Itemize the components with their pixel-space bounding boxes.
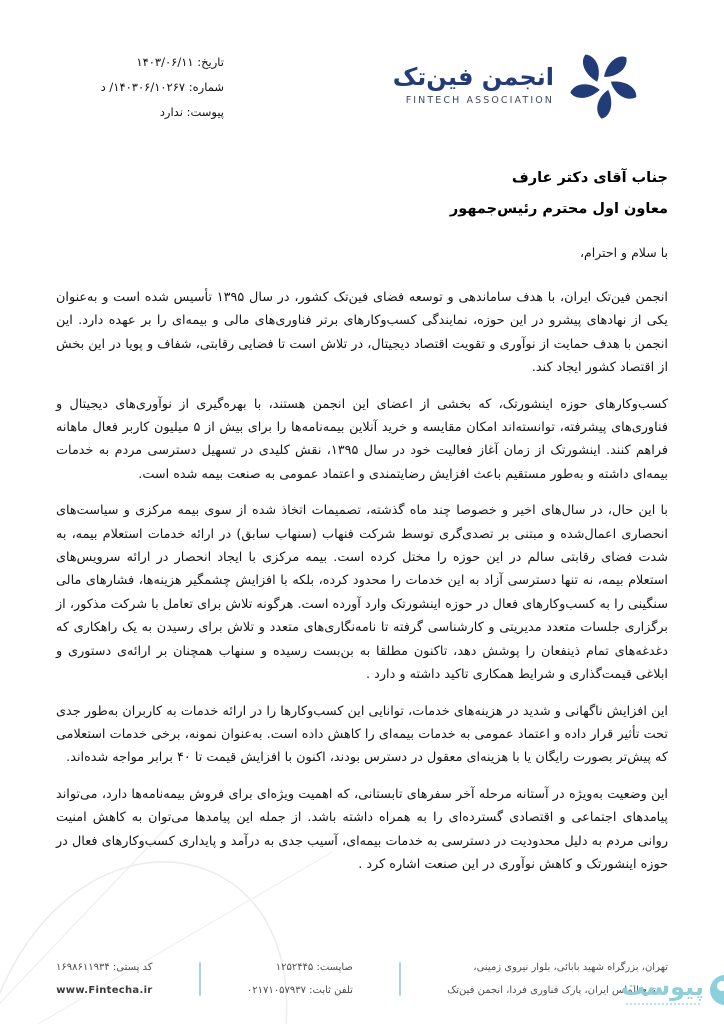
footer-address-line1: تهران، بزرگراه شهید بابائی، بلوار نیروی زمینی، <box>473 962 668 973</box>
peivast-circle-icon <box>710 975 724 1005</box>
footer-mailbox: صاپست: ۱۲۵۲۴۴۵ <box>275 962 353 973</box>
letter-meta-block <box>84 50 224 125</box>
footer-postal-code: کد پستی: ۱۶۹۸۶۱۱۹۳۴ <box>56 962 153 973</box>
footer-divider <box>199 962 201 996</box>
peivast-wordmark <box>621 974 704 1005</box>
logo-wordmark <box>393 62 554 106</box>
body-paragraph-4: این افزایش ناگهانی و شدید در هزینه‌های خدمات، توانایی این کسب‌وکارها را در ارائه خدمات به کاربران به‌طور جدی تحت تأثیر قرار داده و اعتماد عمومی به خدمات بیمه‌ای را کاهش داده است. به‌عنوان نمونه، برخی خدمات استعلامی که پیش‌تر بصورت رایگان یا با هزینه‌ای معقول در دسترس بودند، اکنون با افزایش قیمت تا ۴۰ برابر مواجه شده‌اند. <box>56 703 668 766</box>
date-field: تاریخ: ۱۴۰۳/۰۶/۱۱ <box>136 55 224 69</box>
logo-title-fa: انجمن فین‌تک <box>392 63 554 91</box>
footer-divider <box>399 962 401 996</box>
salutation: با سلام و احترام، <box>579 245 668 260</box>
peivast-text: پیوست <box>621 973 704 1001</box>
body-paragraph-5: این وضعیت به‌ویژه در آستانه مرحله آخر سفرهای تابستانی، که اهمیت ویژه‌ای برای فروش بیمه‌نامه‌ها دارد، می‌تواند پیامدهای اجتماعی و اقتصادی گسترده‌ای را به همراه داشته باشد. از جمله این پیامدها می‌توان به کاهش امنیت روانی مردم به دلیل محدودیت در دسترسی به خدمات بیمه‌ای، آسیب جدی به درآمد و پایداری کسب‌وکارهای فعال در حوزه اینشورتک و کاهش نوآوری در این صنعت اشاره کرد . <box>56 786 668 872</box>
pinwheel-petals-icon <box>566 48 642 120</box>
footer-website: www.Fintecha.ir <box>56 985 153 996</box>
recipient-name: جناب آقای دکتر عارف <box>511 170 668 186</box>
footer-contact <box>247 956 353 1002</box>
body-paragraph-1: انجمن فین‌تک ایران، با هدف ساماندهی و توسعه فضای فین‌تک کشور، در سال ۱۳۹۵ تأسیس شده است و به‌عنوان یکی از نهادهای پیشرو در این حوزه، نمایندگی کسب‌وکارهای برتر فناوری‌های مالی و بیمه‌ای را بر عهده دارد. این انجمن با هدف حمایت از نوآوری و تقویت اقتصاد دیجیتال، در تلاش است تا فضایی رقابتی، شفاف و پویا در این بخش از اقتصاد کشور ایجاد کند. <box>56 290 668 376</box>
peivast-tagline <box>626 1003 700 1005</box>
attachment-field: پیوست: ندارد <box>159 105 224 119</box>
letter-footer <box>56 956 668 1002</box>
recipient-block <box>450 163 668 225</box>
footer-postal-web <box>56 956 153 1002</box>
body-paragraph-2: کسب‌وکارهای حوزه اینشورتک، که بخشی از اعضای این انجمن هستند، با بهره‌گیری از نوآوری‌های دیجیتال و فناوری‌های پیشرفته، توانسته‌اند امکان مقایسه و خرید آنلاین بیمه‌نامه‌ها را برای بیش از ۵ میلیون کاربر فعال ماهانه فراهم کنند. اینشورتک از زمان آغاز فعالیت خود در سال ۱۳۹۵، نقش کلیدی در تسهیل دسترسی مردم به خدمات بیمه‌ای داشته و به‌طور مستقیم باعث افزایش رضایتمندی و اعتماد عمومی به صنعت بیمه شده است. <box>56 396 669 482</box>
peivast-watermark <box>621 974 724 1005</box>
letter-body <box>56 286 668 889</box>
number-field: شماره: ۱۴۰۳۰۶/۱۰۲۶۷/ د <box>100 80 224 94</box>
logo-title-en: FINTECH ASSOCIATION <box>405 95 554 106</box>
body-paragraph-3: با این حال، در سال‌های اخیر و خصوصا چند ماه گذشته، تصمیمات اتخاذ شده از سوی بیمه مرکزی و سیاست‌های انحصاری اعمال‌شده و مبتنی بر تصدی‌گری توسط شرکت فنهاب (سنهاب سابق) در ارائه خدمات استعلام بیمه، به شدت فضای رقابتی سالم در این حوزه را مختل کرده است. بیمه مرکزی با ایجاد انحصار در ارائه سرویس‌های استعلام بیمه، نه تنها دسترسی آزاد به این خدمات را محدود کرده، بلکه با افزایش چشمگیر هزینه‌ها، فشارهای مالی سنگینی را به کسب‌وکارهای فعال در حوزه اینشورتک وارد آورده است. هرگونه تلاش برای تعامل با شرکت مذکور، از برگزاری جلسات متعدد مدیریتی و کارشناسی گرفته تا نامه‌نگاری‌های متعدد و تلاش برای رسیدن به یک راهکاری که دغدغه‌های تمام ذینفعان را پوشش دهد، تاکنون مطلقا به بن‌بست رسیده و سنهاب همچنان بر ارائه‌ی دستوری و ابلاغی قیمت‌گذاری و شرایط همکاری تاکید داشته و دارد . <box>56 503 668 683</box>
footer-address-line2: مجتمع الماس ایران، پارک فناوری فردا، انجمن فین‌تک <box>447 985 668 996</box>
fintech-association-logo <box>393 48 642 120</box>
recipient-title: معاون اول محترم رئیس‌جمهور <box>449 201 668 217</box>
footer-phone: تلفن ثابت: ۰۲۱۷۱۰۵۷۹۳۷ <box>246 985 353 996</box>
